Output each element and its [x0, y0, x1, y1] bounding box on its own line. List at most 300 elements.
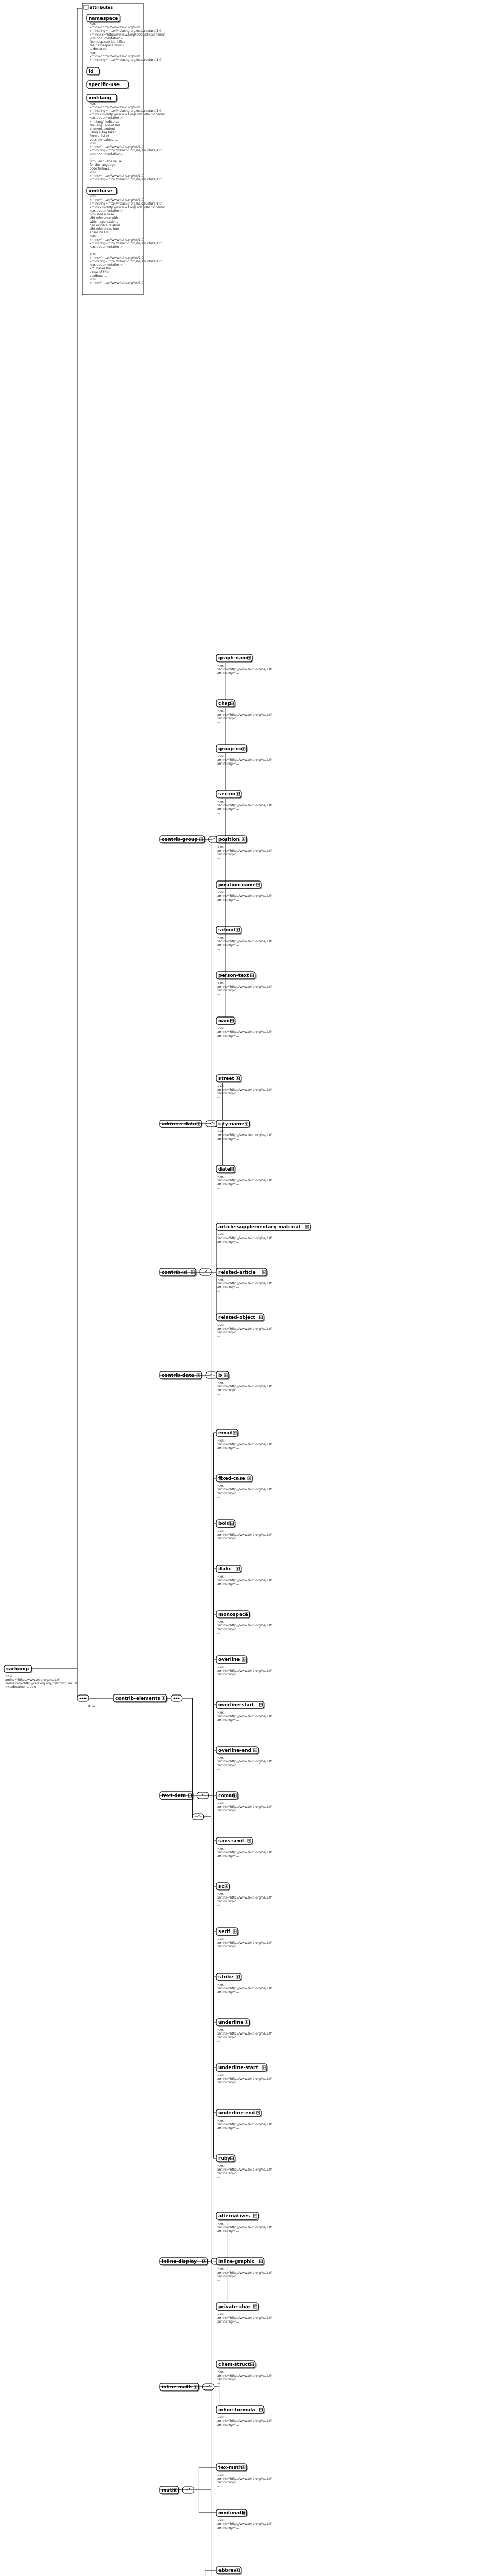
group-inline-math-label: inline-math: [162, 2385, 192, 2390]
leaf-doc-line: xmlns='http://www.tei-c.org/ns/1.0': [217, 1133, 272, 1137]
leaf-doc-line: xmlns='http://www.tei-c.org/ns/1.0': [217, 2168, 272, 2172]
leaf-doc-line: <xs:: [217, 709, 225, 713]
leaf-doc-line: <xs:: [217, 1575, 225, 1579]
sequence-dot: [178, 1698, 179, 1699]
doc-line: xmlns='http://www.tei-c.org/ns/1.0': [90, 26, 145, 29]
leaf-doc-line: xmlns:rng='...': [217, 2275, 241, 2278]
leaf-doc-line: ...: [217, 947, 220, 951]
leaf-doc-line: ...: [217, 1722, 220, 1725]
sequence-dot: [84, 1698, 86, 1699]
element-italic-label: italic: [218, 1567, 231, 1572]
contrib-elements-sequence: [171, 1695, 182, 1701]
element-roman[interactable]: [216, 1792, 239, 1800]
doc-line: element content: [90, 127, 115, 131]
leaf-doc-line: xmlns:rng='...': [217, 1092, 241, 1095]
leaf-doc-line: ...: [217, 2324, 220, 2327]
doc-line: xml:lang) indicates: [90, 120, 120, 124]
element-position-label: position: [218, 837, 240, 842]
element-related-object[interactable]: [216, 1314, 265, 1322]
leaf-doc-line: ...: [217, 720, 220, 724]
doc-line: xmlns:rng='http://relaxng.org/ns/structure/1.0': [90, 109, 162, 113]
leaf-doc-line: xmlns='http://www.tei-c.org/ns/1.0': [217, 940, 272, 943]
leaf-doc-line: xmlns:rng='...': [217, 1900, 241, 1903]
doc-line: <xs:documentation>: [90, 245, 123, 249]
leaf-doc-line: ...: [217, 1812, 220, 1816]
leaf-doc-line: xmlns='http://www.tei-c.org/ns/1.0': [217, 1236, 272, 1240]
collapse-icon[interactable]: [84, 5, 88, 9]
main-choice: [193, 1814, 204, 1820]
doc-line: xmlns='http://www.tei-c.org/ns/1.0': [90, 55, 145, 58]
element-city-name-label: city-name: [218, 1122, 245, 1127]
leaf-doc-line: xmlns:rng='...': [217, 1537, 241, 1540]
element-overline-label: overline: [218, 1657, 240, 1663]
element-bold[interactable]: [216, 1520, 236, 1528]
leaf-doc-line: <xs:: [217, 1381, 225, 1385]
doc-line: the language of the: [90, 124, 121, 127]
doc-line: for the language: [90, 163, 115, 167]
leaf-doc-line: xmlns:rng='...': [217, 2423, 241, 2427]
group-contrib-id-label: contrib-id: [162, 1270, 188, 1275]
attribute-id[interactable]: [87, 67, 100, 76]
element-monospace[interactable]: [216, 1611, 250, 1619]
leaf-doc-line: ...: [217, 2084, 220, 2088]
leaf-doc-line: xmlns:rng='...': [217, 1582, 241, 1586]
leaf-doc-line: ...: [217, 2175, 220, 2179]
leaf-doc-line: xmlns='http://www.tei-c.org/ns/1.0': [217, 1760, 272, 1764]
element-chem-struct[interactable]: [216, 2361, 257, 2369]
leaf-doc-line: xmlns='http://www.tei-c.org/ns/1.0': [217, 1941, 272, 1945]
leaf-doc-line: xmlns:rng='...': [217, 1809, 241, 1812]
group-inline-math[interactable]: [160, 2383, 200, 2392]
leaf-doc-line: ...: [217, 1495, 220, 1499]
leaf-doc-line: xmlns:rng='...': [217, 853, 241, 856]
element-email-label: email: [218, 1431, 233, 1436]
leaf-doc-line: <xs:: [217, 2028, 225, 2032]
leaf-doc-line: xmlns:rng='...': [217, 1764, 241, 1767]
leaf-doc-line: xmlns='http://www.tei-c.org/ns/1.0': [217, 758, 272, 762]
leaf-doc-line: <xs:: [217, 1084, 225, 1088]
group-inline-display-label: inline-display: [162, 2259, 197, 2264]
doc-line: xmlns='http://www.tei-c.org/ns/1.0': [90, 198, 145, 202]
element-article-supplementary-material-label: article-supplementary-material: [218, 1225, 300, 1230]
leaf-doc-line: xmlns='http://www.tei-c.org/ns/1.0': [217, 2123, 272, 2126]
leaf-doc-line: ...: [217, 1244, 220, 1247]
doc-line: <xs:: [90, 195, 97, 198]
leaf-doc-line: xmlns='http://www.tei-c.org/ns/1.0': [217, 1896, 272, 1900]
leaf-doc-line: ...: [217, 1586, 220, 1589]
doc-line: xmlns='http://www.tei-c.org/ns/1.0': [90, 281, 145, 285]
leaf-doc-line: <xs:: [217, 1324, 225, 1327]
leaf-doc-line: ...: [217, 2427, 220, 2430]
leaf-doc-line: ...: [217, 992, 220, 996]
leaf-doc-line: xmlns='http://www.tei-c.org/ns/1.0': [217, 1533, 272, 1537]
element-underline-start-label: underline-start: [218, 2065, 258, 2071]
group-contrib-group-label: contrib-group: [162, 837, 198, 842]
leaf-doc-line: <xs:: [217, 800, 225, 804]
leaf-doc-line: xmlns='http://www.tei-c.org/ns/1.0': [217, 1443, 272, 1446]
doc-line: <xs:documentation>: [90, 152, 123, 156]
leaf-doc-line: xmlns='http://www.tei-c.org/ns/1.0': [217, 1030, 272, 1034]
element-sans-serif[interactable]: [216, 1837, 253, 1845]
leaf-doc-line: xmlns:rng='...': [217, 2378, 241, 2381]
leaf-doc-line: xmlns:rng='...': [217, 2036, 241, 2039]
leaf-doc-line: xmlns:rng='...': [217, 2229, 241, 2233]
element-mml:math[interactable]: [216, 2509, 248, 2517]
leaf-doc-line: xmlns='http://www.tei-c.org/ns/1.0': [217, 1624, 272, 1628]
element-name-label: name: [218, 1019, 233, 1024]
leaf-doc-line: <xs:: [217, 1530, 225, 1533]
leaf-doc-line: ...: [217, 1858, 220, 1861]
doc-line: xmlns:rng='http://relaxng.org/ns/structure/1.0': [90, 178, 162, 181]
leaf-doc-line: ...: [217, 1767, 220, 1771]
leaf-doc-line: <xs:: [217, 981, 225, 985]
doc-line: xmlns='http://www.tei-c.org/ns/1.0': [90, 106, 145, 109]
leaf-doc-line: xmlns='http://www.tei-c.org/ns/1.0': [217, 2419, 272, 2423]
leaf-doc-line: <xs:: [217, 2313, 225, 2316]
group-text-data-label: text-data: [162, 1793, 186, 1799]
contrib-elements-node-label: contrib-elements: [115, 1696, 160, 1701]
leaf-doc-line: <xs:: [217, 1847, 225, 1851]
leaf-doc-line: xmlns='http://www.tei-c.org/ns/1.0': [217, 1715, 272, 1718]
attribute-xml-base[interactable]: [87, 187, 118, 195]
group-math[interactable]: [160, 2486, 179, 2495]
element-monospace-label: monospace: [218, 1612, 248, 1617]
choice-compositor-box: [193, 1814, 204, 1820]
element-graph-name[interactable]: [216, 654, 253, 663]
element-fixed-case-label: fixed-case: [218, 1476, 245, 1481]
element-tex-math-label: tex-math: [218, 2465, 243, 2470]
element-abbrev-label: abbrev: [218, 2568, 237, 2573]
leaf-doc-line: xmlns='http://www.tei-c.org/ns/1.0': [217, 2522, 272, 2526]
element-overline[interactable]: [216, 1656, 248, 1664]
leaf-doc-line: xmlns:rng='...': [217, 1854, 241, 1858]
root-documentation: [5, 1674, 78, 1692]
doc-line: absolute URI ...: [90, 231, 113, 234]
group-inline-display[interactable]: [160, 2258, 208, 2266]
element-inline-formula-label: inline-formula: [218, 2408, 255, 2413]
doc-line: <xs:: [90, 22, 97, 26]
group-contrib-group[interactable]: [160, 836, 206, 844]
attribute-xml-lang[interactable]: [87, 94, 118, 103]
leaf-doc-line: xmlns:rng='...': [217, 1990, 241, 1994]
leaf-doc-line: <xs:: [217, 1983, 225, 1987]
element-position-name-label: position-name: [218, 883, 256, 888]
leaf-doc-line: xmlns:rng='...': [217, 1137, 241, 1141]
element-street[interactable]: [216, 1075, 242, 1083]
leaf-doc-line: ...: [217, 766, 220, 769]
leaf-doc-line: xmlns:rng='...': [217, 1285, 241, 1289]
leaf-doc-line: xmlns='http://www.tei-c.org/ns/1.0': [217, 2477, 272, 2481]
element-related-article[interactable]: [216, 1268, 268, 1277]
leaf-doc-line: xmlns='http://www.tei-c.org/ns/1.0': [217, 2374, 272, 2378]
doc-line: xmlns:rng='http://relaxng.org/ns/structure/1.0': [90, 58, 162, 62]
doc-line: can resolve relative: [90, 224, 120, 227]
leaf-doc-line: xmlns='http://www.tei-c.org/ns/1.0': [217, 1179, 272, 1182]
element-fixed-case[interactable]: [216, 1475, 253, 1483]
leaf-doc-line: ...: [217, 2278, 220, 2282]
element-serif-label: serif: [218, 1929, 230, 1935]
element-private-char-label: private-char: [218, 2304, 251, 2310]
leaf-doc-line: <xs:: [217, 1027, 225, 1030]
doc-line: xmlns='http://www.tei-c.org/ns/1.0': [90, 256, 145, 260]
leaf-doc-line: xmlns='http://www.tei-c.org/ns/1.0': [217, 1327, 272, 1331]
doc-line: <xs:documentation: [5, 1685, 36, 1689]
leaf-doc-line: xmlns='http://www.tei-c.org/ns/1.0': [217, 713, 272, 717]
root-element-node-label: carhamp: [6, 1667, 29, 1672]
element-related-object-label: related-object: [218, 1315, 255, 1320]
leaf-doc-line: xmlns:rng='...': [217, 762, 241, 766]
leaf-doc-line: xmlns:rng='...': [217, 1673, 241, 1676]
element-chap-label: chap: [218, 701, 231, 706]
doc-line: <xs:documentation>: [90, 209, 123, 213]
leaf-doc-line: xmlns='http://www.tei-c.org/ns/1.0': [217, 2316, 272, 2320]
leaf-doc-line: xmlns:rng='...': [217, 943, 241, 947]
leaf-doc-line: ...: [217, 675, 220, 679]
group-contrib-id[interactable]: [160, 1268, 197, 1277]
leaf-doc-line: ...: [217, 811, 220, 815]
leaf-doc-line: ...: [217, 1392, 220, 1396]
element-date-label: date: [218, 1167, 230, 1172]
element-ruby-label: ruby: [218, 2156, 231, 2161]
leaf-doc-line: ...: [217, 856, 220, 860]
leaf-doc-line: xmlns:rng='...': [217, 1628, 241, 1631]
element-position-name[interactable]: [216, 881, 262, 889]
leaf-doc-line: xmlns='http://www.tei-c.org/ns/1.0': [217, 804, 272, 807]
leaf-doc-line: ...: [217, 2530, 220, 2533]
group-address-data[interactable]: [160, 1120, 202, 1128]
leaf-doc-line: ...: [217, 1334, 220, 1338]
sequence-dot: [82, 1698, 83, 1699]
leaf-doc-line: xmlns='http://www.tei-c.org/ns/1.0': [217, 1987, 272, 1990]
element-chap[interactable]: [216, 700, 236, 708]
leaf-doc-line: ...: [217, 2484, 220, 2488]
leaf-doc-line: ...: [217, 1141, 220, 1144]
doc-line: xmlns:xs='http://www.w3.org/2001/XMLSchema': [90, 206, 165, 209]
element-position[interactable]: [216, 836, 248, 844]
leaf-doc-line: <xs:: [217, 1938, 225, 1941]
element-overline-start[interactable]: [216, 1701, 265, 1709]
doc-line: <xs:: [90, 102, 97, 106]
leaf-doc-line: xmlns:rng='...': [217, 1446, 241, 1450]
element-underline-label: underline: [218, 2020, 244, 2025]
leaf-doc-line: <xs:: [217, 936, 225, 940]
element-inline-graphic[interactable]: [216, 2258, 265, 2266]
leaf-doc-line: ...: [217, 2039, 220, 2043]
element-strike-label: strike: [218, 1975, 234, 1980]
doc-line: value of this: [90, 270, 109, 274]
sequence-dot: [80, 1698, 81, 1699]
leaf-doc-line: xmlns:rng='...': [217, 1492, 241, 1495]
element-strike[interactable]: [216, 1973, 242, 1981]
doc-line: possible values. ...: [90, 138, 118, 142]
leaf-doc-line: xmlns:rng='...': [217, 1182, 241, 1186]
leaf-doc-line: xmlns:rng='...': [217, 717, 241, 720]
leaf-doc-line: xmlns:rng='...': [217, 2172, 241, 2175]
doc-line: <xs:: [90, 142, 97, 145]
element-sc-label: sc: [218, 1884, 224, 1889]
leaf-doc-line: <xs:: [217, 1711, 225, 1715]
doc-line: <xs:: [90, 234, 97, 238]
leaf-doc-line: <xs:: [217, 845, 225, 849]
element-school-label: school: [218, 928, 235, 933]
element-school[interactable]: [216, 926, 242, 935]
element-street-label: street: [218, 1076, 234, 1081]
doc-line: <xs:documentation>: [90, 37, 123, 40]
element-mml:math-label: mml:math: [218, 2511, 245, 2516]
leaf-doc-line: <xs:: [217, 1666, 225, 1669]
doc-line: URI references into: [90, 227, 120, 231]
leaf-doc-line: xmlns:rng='...': [217, 898, 241, 902]
leaf-doc-line: xmlns='http://www.tei-c.org/ns/1.0': [217, 1851, 272, 1854]
leaf-doc-line: <xs:: [217, 1130, 225, 1133]
attribute-id-label: id: [89, 69, 94, 74]
doc-line: provides a base: [90, 213, 114, 216]
attribute-specific-use[interactable]: [87, 81, 129, 89]
element-person-text-label: person-text: [218, 973, 249, 978]
group-text-data[interactable]: [160, 1792, 194, 1800]
leaf-doc-line: xmlns='http://www.tei-c.org/ns/1.0': [217, 849, 272, 853]
root-sequence: [77, 1695, 89, 1701]
attribute-xml-base-label: xml:base: [89, 189, 112, 194]
element-underline-start[interactable]: [216, 2064, 268, 2072]
doc-line: xmlns='http://www.tei-c.org/ns/1.0': [90, 145, 145, 149]
doc-line: URI reference with: [90, 216, 118, 220]
element-date[interactable]: [216, 1165, 236, 1174]
doc-line: xmlns:rng='http://relaxng.org/ns/structure/1.0': [90, 242, 162, 245]
leaf-doc-line: ...: [217, 1095, 220, 1099]
leaf-doc-line: xmlns:rng='...': [217, 1331, 241, 1334]
leaf-doc-line: xmlns:rng='...': [217, 2320, 241, 2324]
leaf-doc-line: xmlns:rng='...': [217, 2481, 241, 2484]
leaf-doc-line: <xs:: [217, 2473, 225, 2477]
element-underline-end-label: underline-end: [218, 2111, 255, 2116]
leaf-doc-line: <xs:: [217, 1278, 225, 1282]
element-tex-math[interactable]: [216, 2464, 248, 2472]
doc-line: xmlns:xs='http://www.w3.org/2001/XMLSchema': [90, 33, 165, 37]
leaf-doc-line: xmlns='http://www.tei-c.org/ns/1.0': [217, 2271, 272, 2275]
group-math-label: math: [162, 2488, 176, 2493]
element-chem-struct-label: chem-struct: [218, 2362, 250, 2367]
attribute-specific-use-label: specific-use: [89, 82, 120, 88]
attributes-header[interactable]: attributes: [90, 5, 113, 10]
leaf-doc-line: xmlns='http://www.tei-c.org/ns/1.0': [217, 1579, 272, 1582]
element-overline-end[interactable]: [216, 1747, 259, 1755]
element-italic[interactable]: [216, 1565, 242, 1573]
doc-line: the namespace which: [90, 44, 124, 47]
doc-line: xmlns:rng='http://relaxng.org/ns/structure/1.0': [5, 1682, 78, 1685]
element-sc[interactable]: [216, 1883, 230, 1891]
doc-line: which applications: [90, 220, 118, 224]
leaf-doc-line: xmlns:rng='...': [217, 807, 241, 811]
leaf-doc-line: <xs:: [217, 1802, 225, 1805]
element-ruby[interactable]: [216, 2155, 236, 2163]
group-contrib-data[interactable]: [160, 1371, 202, 1380]
leaf-doc-line: ...: [217, 2381, 220, 2385]
attribute-xml-lang-label: xml:lang: [89, 96, 111, 101]
leaf-doc-line: ...: [217, 1186, 220, 1190]
doc-line: <xs:: [90, 171, 97, 174]
element-inline-formula[interactable]: [216, 2406, 265, 2414]
leaf-doc-line: xmlns='http://www.tei-c.org/ns/1.0': [217, 2226, 272, 2229]
element-graph-name-label: graph-name: [218, 656, 250, 661]
leaf-doc-line: xmlns='http://www.tei-c.org/ns/1.0': [217, 1385, 272, 1388]
root-element-node[interactable]: [4, 1665, 32, 1673]
element-email[interactable]: [216, 1429, 239, 1437]
leaf-doc-line: xmlns:rng='...': [217, 1945, 241, 1948]
element-underline-end[interactable]: [216, 2109, 262, 2117]
leaf-doc-line: xmlns:rng='...': [217, 1718, 241, 1722]
element-alternatives-label: alternatives: [218, 2214, 250, 2219]
doc-line: (xml:lang) The value: [90, 160, 122, 163]
leaf-doc-line: ...: [217, 902, 220, 905]
element-roman-label: roman: [218, 1793, 235, 1799]
leaf-doc-line: ...: [217, 1948, 220, 1952]
doc-line: xmlns:rng='http://relaxng.org/ns/structure/1.0': [90, 29, 162, 33]
leaf-doc-line: xmlns='http://www.tei-c.org/ns/1.0': [217, 1488, 272, 1492]
leaf-doc-line: xmlns='http://www.tei-c.org/ns/1.0': [217, 1088, 272, 1092]
doc-line: <xs:: [90, 278, 97, 281]
doc-line: using a tag taken: [90, 131, 117, 134]
leaf-doc-line: <xs:: [217, 1233, 225, 1236]
leaf-doc-line: ...: [217, 1038, 220, 1041]
element-sec-no-label: sec-no: [218, 792, 236, 797]
element-person-text[interactable]: [216, 972, 257, 980]
doc-line: <xs:documentation>: [90, 263, 123, 267]
leaf-doc-line: xmlns='http://www.tei-c.org/ns/1.0': [217, 2077, 272, 2081]
leaf-doc-line: <xs:: [217, 1439, 225, 1443]
leaf-doc-line: ...: [217, 1631, 220, 1635]
element-article-supplementary-material[interactable]: [216, 1223, 311, 1231]
doc-line: xmlns='http://www.tei-c.org/ns/1.0': [90, 238, 145, 242]
contrib-elements-node[interactable]: [113, 1694, 168, 1703]
leaf-doc-line: <xs:: [217, 2267, 225, 2271]
leaf-doc-line: <xs:: [217, 2164, 225, 2168]
leaf-doc-line: xmlns:rng='...': [217, 671, 241, 675]
doc-line: xml:base) the: [90, 267, 111, 270]
element-underline[interactable]: [216, 2019, 250, 2027]
element-serif[interactable]: [216, 1928, 239, 1936]
element-city-name[interactable]: [216, 1120, 250, 1128]
doc-line: from a list of: [90, 134, 109, 138]
leaf-doc-line: <xs:: [217, 2222, 225, 2226]
leaf-doc-line: <xs:: [217, 1175, 225, 1179]
doc-line: <xs:: [5, 1674, 12, 1678]
leaf-doc-line: ...: [217, 1676, 220, 1680]
element-group-no[interactable]: [216, 745, 248, 753]
doc-line: xmlns:rng='http://relaxng.org/ns/structure/1.0': [90, 260, 162, 263]
leaf-doc-line: ...: [217, 1289, 220, 1293]
element-private-char[interactable]: [216, 2303, 259, 2311]
leaf-doc-line: <xs:: [217, 664, 225, 668]
element-b[interactable]: [216, 1371, 230, 1380]
doc-line: <xs:: [90, 51, 97, 55]
attribute-namespace[interactable]: [87, 14, 121, 23]
leaf-doc-line: xmlns:rng='...': [217, 1034, 241, 1038]
leaf-doc-line: xmlns='http://www.tei-c.org/ns/1.0': [217, 1805, 272, 1809]
element-alternatives[interactable]: [216, 2212, 259, 2221]
element-abbrev[interactable]: [216, 2567, 242, 2575]
doc-line: xmlns:rng='http://relaxng.org/ns/structure/1.0': [90, 202, 162, 206]
leaf-doc-line: <xs:: [217, 2519, 225, 2522]
doc-line: xmlns:rng='http://relaxng.org/ns/structure/1.0': [90, 149, 162, 152]
group-contrib-data-label: contrib-data: [162, 1373, 194, 1378]
leaf-doc-line: xmlns:rng='...': [217, 989, 241, 992]
leaf-doc-line: ...: [217, 2233, 220, 2236]
element-bold-label: bold: [218, 1521, 230, 1527]
element-sec-no[interactable]: [216, 790, 242, 799]
element-name[interactable]: [216, 1017, 236, 1025]
doc-line: xmlns='http://www.tei-c.org/ns/1.0': [5, 1678, 60, 1682]
